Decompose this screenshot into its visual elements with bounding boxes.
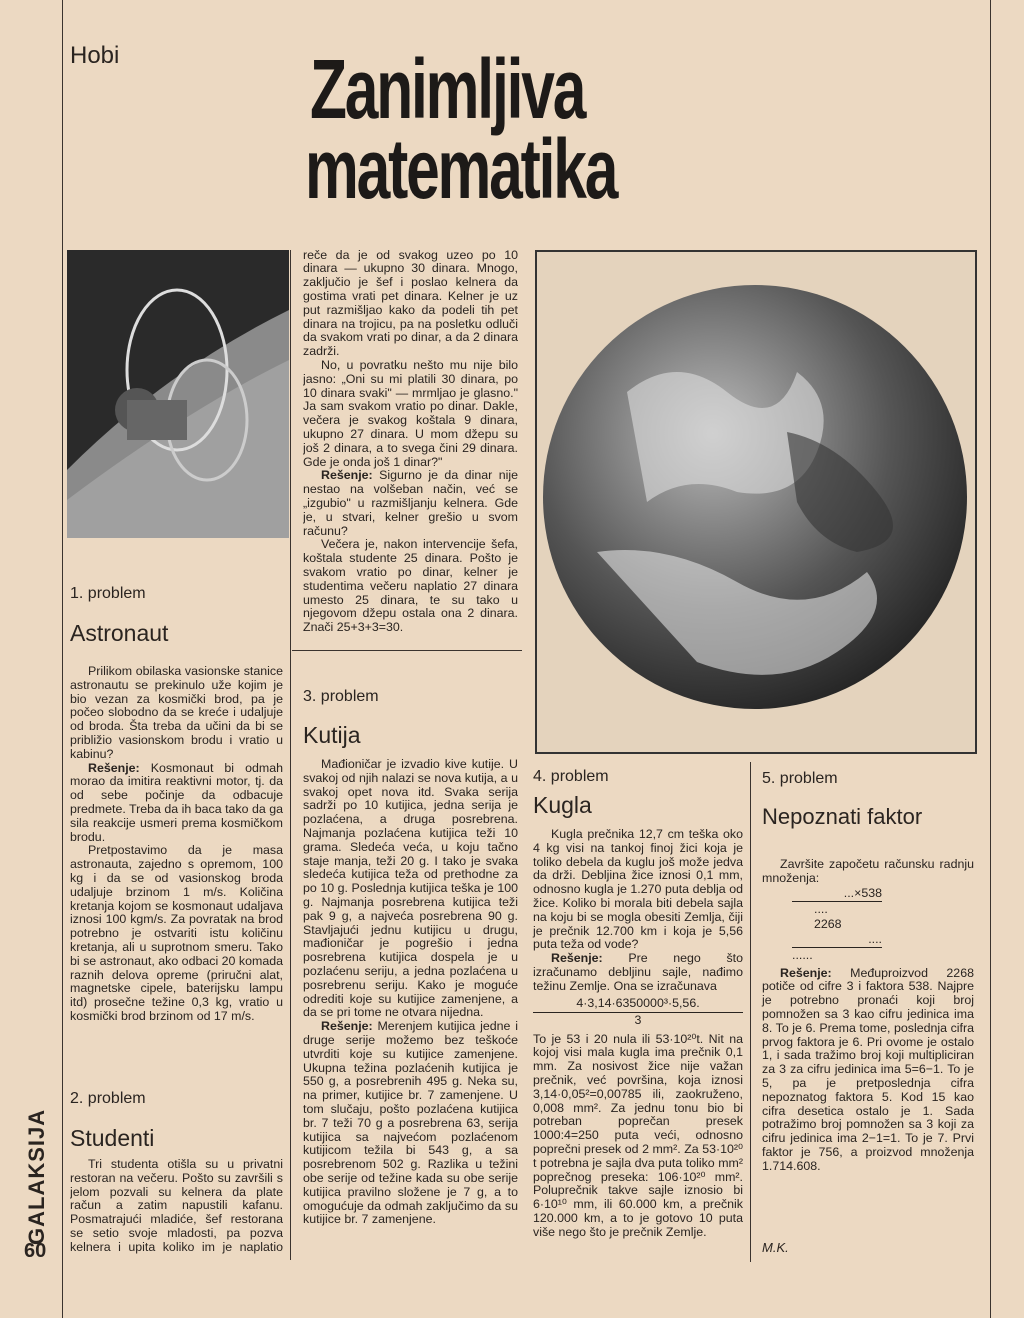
problem5-solution-text: Međuproizvod 2268 potiče od cifre 3 i faktora 538. Najpre je potrebno pronaći koji broj pomnožen sa 3 kao cifru jedinica ima 8. To je 6. Prema tome, poslednja cifra prvog faktora je 6. Pri ovome je ostalo 1, i sada tražimo broj koji multipliciran za 3 za cifru jedinica ima 5=6−1. To je 5, pa je pretposlednja cifra nepoznatog faktora 5. Kod 15 kao cifra desetica ostalo je 1. Sada potražimo broj pomnožen sa 3 koji za cifru jedinica ima 2−1=1. To je 7. Prvi faktor je 756, a proizvod množenja 1.714.608.	[762, 965, 974, 1173]
problem2-paragraph-4: Večera je, nakon intervencije šefa, koštala studente 25 dinara. Pošto je svakom vratio po dinar, kelner je studentima večeru naplatio 27 dinara umesto 25 dinara, te su tako u njegovom džepu ostala ona 2 dinara. Znači 25+3+3=30.	[303, 537, 518, 635]
problem2-solution-label: Rešenje:	[321, 468, 373, 483]
mult-dots-2: ....	[792, 932, 882, 948]
problem5-solution	[762, 967, 974, 1174]
problem1-solution-label: Rešenje:	[88, 760, 140, 775]
problem3-top-rule	[292, 650, 522, 651]
page-title-line2: matematika	[305, 122, 617, 216]
problem3-solution-label: Rešenje:	[321, 1019, 373, 1034]
problem2-text-part2	[303, 248, 518, 648]
column-divider-3	[750, 762, 751, 1262]
problem2-paragraph-2: No, u povratku nešto mu nije bilo jasno: „Oni su mi platili 30 dinara, po 10 dinara svaki" — mrmljao je glasno." Ja sam svakom vratio po dinar. Dakle, večera je svakog koštala 9 dinara, ukupno 27 dinara. U mom džepu su još 2 dinara, a to svega čini 29 dinara. Gde je onda još 1 dinar?"	[303, 357, 518, 469]
problem5-text	[762, 858, 974, 1174]
problem5-label: 5. problem	[762, 770, 838, 787]
problem1-paragraph-2: Kosmonaut bi odmah morao da imitira reaktivni motor, tj. da od sebe počinje da odbacuje predmete. Treba da ih baca tako da ga sila reakcije usmeri prema kosmičkom brodu.	[70, 760, 283, 844]
mult-dots-1: ....	[814, 901, 828, 916]
problem4-paragraph-2: Pre nego što izračunamo debljinu sajle, nađimo težinu Zemlje. Ona se izračunava	[533, 951, 743, 993]
problem3-heading: Kutija	[303, 722, 361, 748]
problem1-label: 1. problem	[70, 585, 146, 602]
mult-line-1: ...×538	[792, 886, 882, 902]
section-label: Hobi	[70, 42, 120, 69]
problem1-text	[70, 665, 283, 1024]
astronaut-photo	[67, 250, 289, 538]
problem4-heading: Kugla	[533, 792, 592, 818]
problem2-heading: Studenti	[70, 1125, 155, 1151]
problem4-paragraph-3: To je 53 i 20 nula ili 53·10²⁰t. Nit na kojoj visi mala kugla ima prečnik 0,1 mm. Za nosivost žice nije važan prečnik, već površina, koja iznosi 3,14·0,05²=0,00785 ili, zaokruženo, 0,008 mm². Za jednu tonu bio bi potreban poprečan presek 1000:4=250 puta veći, odnosno poprečni presek od 2 mm². Za 53·10²⁰ t potrebna je sajla dva puta toliko mm² poprečnog preseka: 106·10²⁰ mm². Poluprečnik takve sajle iznosio bi 6·10¹⁰ mm, ili 60.000 km, a prečnik 120.000 km, a to je gotovo 10 puta više nego što je prečnik Zemlje.	[533, 1031, 743, 1239]
formula-denominator: 3	[634, 1012, 642, 1027]
problem3-solution	[303, 1020, 518, 1227]
author-signature: M.K.	[762, 1240, 789, 1255]
problem2-label: 2. problem	[70, 1090, 146, 1107]
problem4-label: 4. problem	[533, 768, 609, 785]
page-title-line1: Zanimljiva	[310, 42, 585, 136]
right-border	[990, 0, 991, 1318]
multiplication	[792, 886, 882, 963]
problem3-paragraph-2: Merenjem kutijica jedne i druge serije možemo bez teškoće utvrditi koje su kutijice zamenjene. Ukupna težina pozlaćenih kutijica je 550 g, a posrebrenih 495 g. Neka su, na primer, kutijice br. 7 zamenjene. U tom slučaju, pošto pozlaćena kutijica br. 7 teži 70 g a posrebrena 63, serija kutijica sa najvećom pozlaćenom kutijicom težila bi 543 g, a sa posrebrenom 502 g. Razlika u težini obe serije od težine kada su obe serije kutijica pravilno složene je 7 g, a to omogućuje da odmah zaključimo da su kutijice br. 7 zamenjene.	[303, 1019, 518, 1227]
problem1-paragraph-3: Pretpostavimo da je masa astronauta, zajedno s opremom, 100 kg i da se od vasionskog broda udaljuje brzinom 1 m/s. Količina kretanja kojom se kosmonaut udaljava iznosi 100 kgm/s. Za povratak na brod potrebno je ostvariti istu količinu kretanja, ali u suprotnom smeru. Tako bi se astronaut, ako odbaci 20 komada raznih delova opreme (priručni alat, magnetske cipele, baterijsku lampu itd) prosečne težine 0,3 kg, vratio u kosmički brod brzinom od 17 m/s.	[70, 843, 283, 1023]
earth-image-frame	[535, 250, 977, 754]
problem5-heading: Nepoznati faktor	[762, 804, 923, 829]
problem2-text-part1	[70, 1158, 283, 1254]
problem4-solution-label: Rešenje:	[551, 951, 603, 966]
problem5-intro: Završite započetu računsku radnju množenja:	[762, 857, 974, 885]
page-number: 60	[24, 1240, 47, 1262]
column-divider-1	[290, 250, 291, 1260]
magazine-side-title: GALAKSIJA	[24, 1108, 49, 1245]
left-border	[62, 0, 63, 1318]
formula-numerator: 4·3,14·6350000³·5,56.	[533, 996, 743, 1013]
problem4-paragraph-1: Kugla prečnika 12,7 cm teška oko 4 kg visi na tankoj finoj žici koja je toliko debela da kuglu još može jedva da drži. Debljina žice iznosi 0,1 mm, odnosno kugla je 1.270 puta deblja od žice. Koliko bi morala biti debela sajla na koju bi se mogla obesiti Zemlja, čiji je prečnik 12.700 km i koja je 5,56 puta teža od vode?	[533, 827, 743, 952]
problem2-paragraph-1: Tri studenta otišla su u privatni restoran na večeru. Pošto su završili s jelom pozvali su kelnera da plate račun a zatim napustili kafanu. Posmatrajući mladiće, šef restorana se setio svoje mladosti, pa pozva kelnera i upita koliko im je naplatio	[70, 1158, 283, 1254]
problem1-heading: Astronaut	[70, 620, 169, 646]
problem1-solution	[70, 762, 283, 845]
problem4-formula	[533, 996, 743, 1027]
problem4-text	[533, 828, 743, 1240]
problem2-paragraph-3: Sigurno je da dinar nije nestao na volšeban način, već se „izgubio" u razmišljanju kelnera. Gde je, u stvari, kelner grešio u svom računu?	[303, 468, 518, 538]
problem2-solution	[303, 469, 518, 538]
mult-dots-3: ......	[792, 947, 813, 962]
problem3-text	[303, 758, 518, 1227]
problem4-solution	[533, 952, 743, 993]
problem3-label: 3. problem	[303, 688, 379, 705]
mult-line-2: 2268	[814, 916, 842, 931]
problem1-paragraph-1: Prilikom obilaska vasionske stanice astronautu se prekinulo uže kojim je bio vezan za kosmički brod, pa je počeo slobodno da se kreće i udaljuje od broda. Šta treba da učini da bi se približio vasionskom brodu i vratio u kabinu?	[70, 664, 283, 761]
problem5-solution-label: Rešenje:	[780, 965, 832, 980]
problem2-paragraph-1-cont: reče da je od svakog uzeo po 10 dinara — ukupno 30 dinara. Mnogo, zaključio je šef i poslao kelnera da gostima vrati pet dinara. Kelner je uz put razmišljao kako da podeli tih pet dinara na trojicu, pa na posletku odluči da svakom vrati po dinar, a da 2 dinara zadrži.	[303, 248, 518, 359]
problem3-paragraph-1: Mađioničar je izvadio kive kutije. U svakoj od njih nalazi se nova kutija, a u svakoj opet nova itd. Svaka serija sadrži po 10 kutijica, jedna serija je pozlaćena, a druga posrebrena. Najmanja pozlaćena kutijica teži 10 grama. Sledeća veća, u koju tačno staje manja, teži 20 g. I tako je svaka sledeća kutijica teža od prethodne za po 10 g. Poslednja kutijica teška je 100 g. Najmanja posrebrena kutijica teži pak 9 g, a najveća posrebrena 90 g. Stavljajući jednu kutijicu u drugu, mađioničar je pogrešio i jedna posrebrena kutijica dospela je u pozlaćenu seriju, a jedna pozlaćena u posrebrenu seriju. Kako je moguće odrediti koje su kutijice zamenjene, a da se pri tome ne otvara nijedna.	[303, 757, 518, 1020]
